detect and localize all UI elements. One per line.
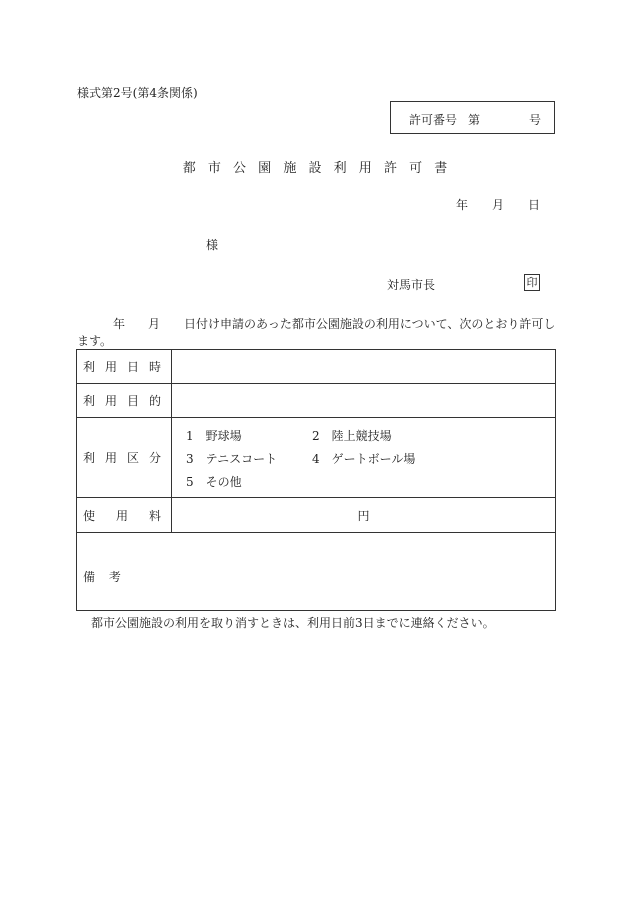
table-row — [77, 384, 556, 418]
category-option[interactable]: 4 ゲートボール場 — [312, 452, 416, 466]
title-char: 公 — [233, 161, 247, 176]
category-option[interactable]: 1 野球場 — [186, 429, 242, 443]
label-char: 用 — [104, 360, 117, 374]
body-month: 月 — [148, 317, 161, 331]
title-char: 設 — [308, 161, 322, 176]
table-row — [77, 498, 556, 533]
label-char: 利 — [83, 360, 96, 374]
table-row — [77, 350, 556, 384]
label-char: 分 — [148, 451, 161, 465]
title-char: 可 — [409, 161, 423, 176]
addressee-suffix: 様 — [206, 238, 219, 252]
label-char: 利 — [83, 394, 96, 408]
label-char: 利 — [83, 451, 96, 465]
usage-category-label — [77, 418, 172, 498]
label-char: 用 — [104, 451, 117, 465]
date-year: 年 — [456, 198, 469, 212]
title-char: 施 — [283, 161, 297, 176]
title-char: 園 — [258, 161, 272, 176]
cancellation-notice: 都市公園施設の利用を取り消すときは、利用日前3日までに連絡ください。 — [91, 616, 495, 630]
usage-purpose-label — [77, 384, 172, 418]
date-month: 月 — [492, 198, 505, 212]
permit-details-table — [76, 349, 556, 611]
table-row — [77, 533, 556, 611]
permit-number-prefix: 第 — [468, 113, 481, 127]
date-day: 日 — [528, 198, 541, 212]
label-char: 目 — [126, 394, 139, 408]
title-char: 都 — [182, 161, 196, 176]
title-char: 利 — [333, 161, 347, 176]
body-year: 年 — [113, 317, 126, 331]
label-char: 時 — [148, 360, 161, 374]
body-text-line2: ます。 — [77, 334, 113, 348]
remarks-label-char: 考 — [108, 570, 121, 584]
usage-purpose-field[interactable] — [172, 384, 556, 418]
category-option[interactable]: 3 テニスコート — [186, 452, 278, 466]
issuer-name: 対馬市長 — [387, 278, 436, 292]
remarks-label-char: 備 — [83, 570, 96, 584]
usage-datetime-label — [77, 350, 172, 384]
label-char: 日 — [126, 360, 139, 374]
permit-number-label: 許可番号 — [409, 113, 458, 127]
label-char: 的 — [148, 394, 161, 408]
label-char: 区 — [126, 451, 139, 465]
label-char: 料 — [148, 508, 161, 523]
table-row — [77, 418, 556, 498]
category-option[interactable]: 2 陸上競技場 — [312, 429, 392, 443]
category-option[interactable]: 5 その他 — [186, 475, 242, 489]
body-text-line1: 日付け申請のあった都市公園施設の利用について、次のとおり許可し — [184, 317, 556, 331]
seal-mark: 印 — [524, 274, 540, 291]
label-char: 用 — [104, 394, 117, 408]
label-char: 用 — [115, 508, 128, 523]
usage-fee-label — [77, 498, 172, 533]
permit-number-suffix: 号 — [529, 113, 542, 127]
usage-fee-field[interactable] — [172, 498, 556, 533]
title-char: 許 — [383, 161, 397, 176]
title-char: 市 — [207, 161, 221, 176]
title-char: 用 — [358, 161, 372, 176]
label-char: 使 — [83, 508, 96, 523]
usage-datetime-field[interactable] — [172, 350, 556, 384]
remarks-field[interactable] — [77, 533, 556, 611]
fee-unit: 円 — [357, 508, 370, 523]
document-title — [0, 157, 630, 176]
form-number: 様式第2号(第4条関係) — [77, 86, 198, 100]
title-char: 書 — [434, 161, 448, 176]
usage-category-field — [172, 418, 556, 498]
permit-number-box — [390, 101, 555, 134]
